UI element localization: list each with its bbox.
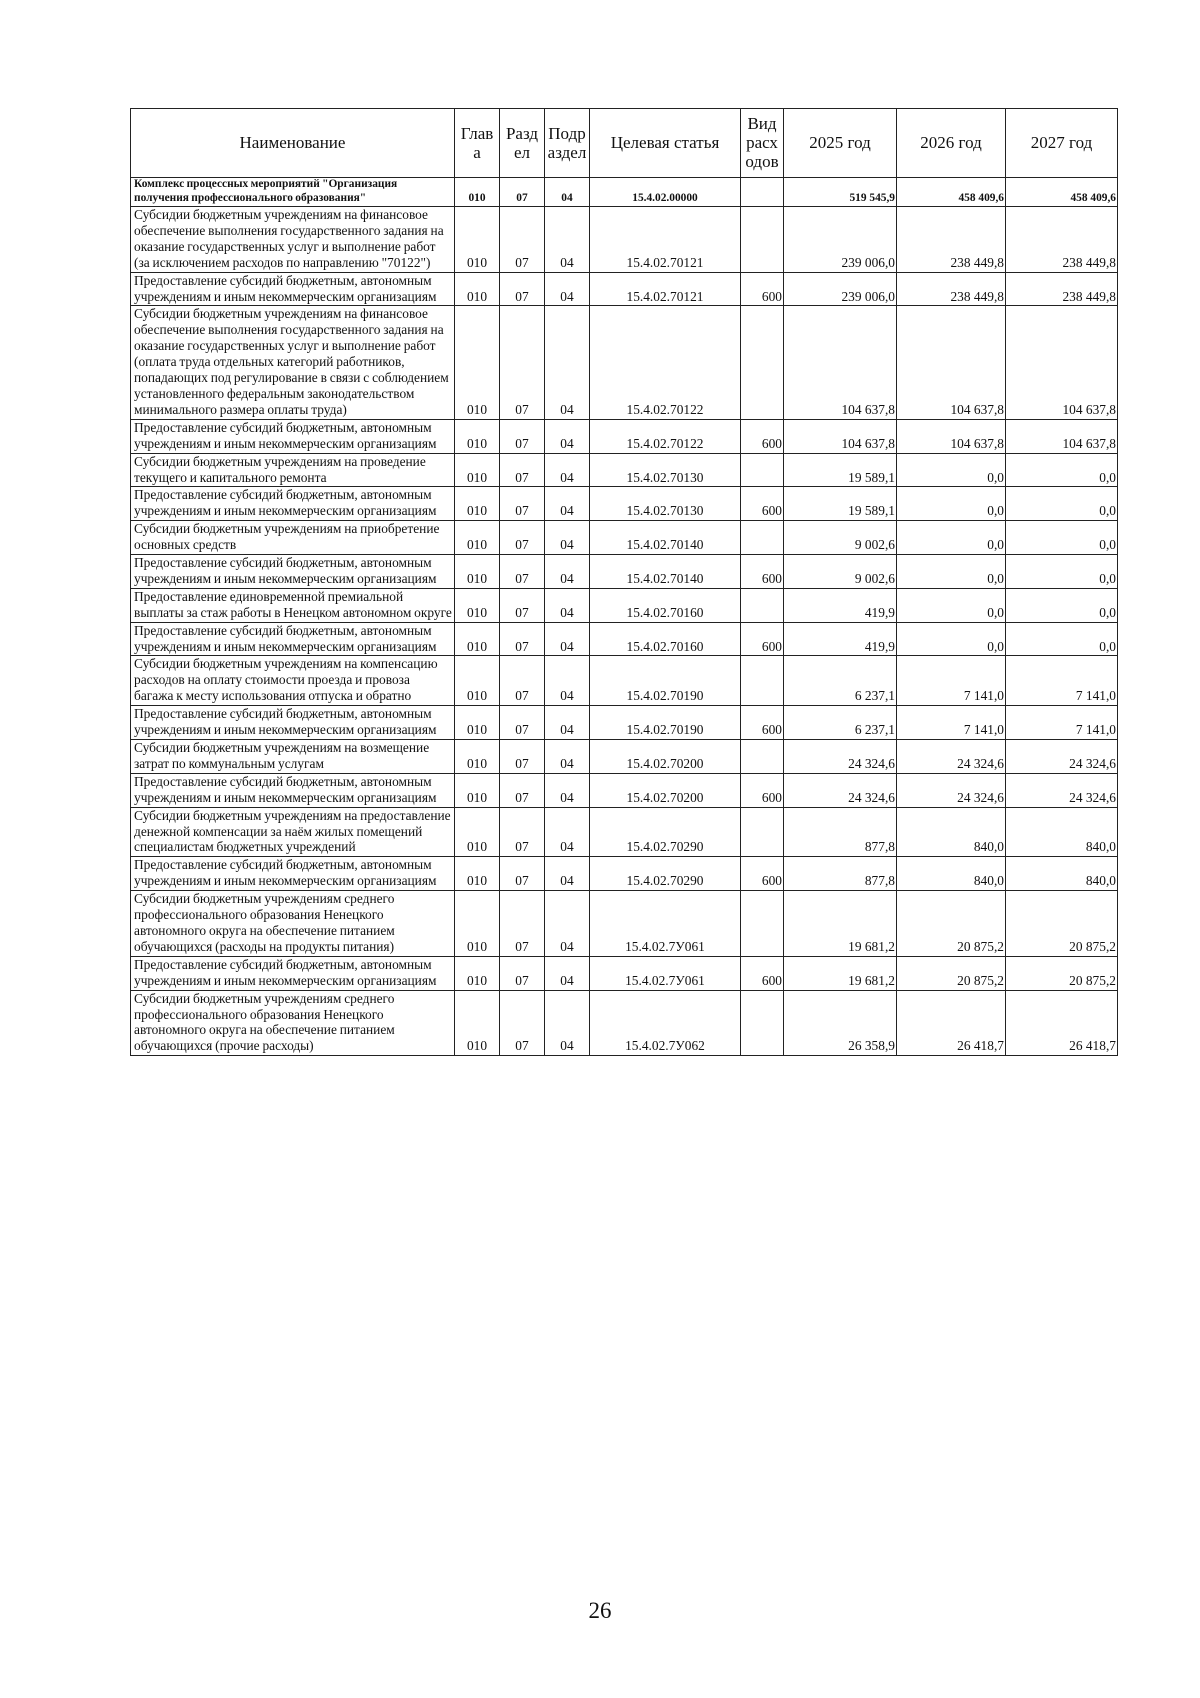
cell-name: Субсидии бюджетным учреждениям на возмещение затрат по коммунальным услугам [131,740,455,774]
table-row [131,207,1118,273]
cell-podrazdel: 04 [545,521,590,555]
cell-expense-type: 600 [741,272,784,306]
cell-article: 15.4.02.00000 [590,178,741,207]
cell-2026: 0,0 [897,487,1006,521]
table-row [131,807,1118,857]
cell-article: 15.4.02.70140 [590,555,741,589]
cell-glava: 010 [455,306,500,419]
cell-podrazdel: 04 [545,656,590,706]
table-row [131,740,1118,774]
cell-podrazdel: 04 [545,555,590,589]
cell-2025: 419,9 [784,588,897,622]
cell-podrazdel: 04 [545,891,590,957]
cell-2025: 9 002,6 [784,555,897,589]
cell-name: Субсидии бюджетным учреждениям на проведение текущего и капитального ремонта [131,453,455,487]
cell-name: Субсидии бюджетным учреждениям среднего профессионального образования Ненецкого автономного округа на обеспечение питанием обучающихся (расходы на продукты питания) [131,891,455,957]
cell-name: Предоставление субсидий бюджетным, автономным учреждениям и иным некоммерческим организациям [131,622,455,656]
cell-podrazdel: 04 [545,807,590,857]
cell-2027: 7 141,0 [1006,656,1118,706]
cell-2027: 238 449,8 [1006,272,1118,306]
cell-glava: 010 [455,272,500,306]
cell-glava: 010 [455,990,500,1056]
cell-article: 15.4.02.70140 [590,521,741,555]
cell-name: Предоставление субсидий бюджетным, автономным учреждениям и иным некоммерческим организациям [131,555,455,589]
cell-article: 15.4.02.70130 [590,487,741,521]
cell-expense-type: 600 [741,773,784,807]
cell-razdel: 07 [500,555,545,589]
cell-razdel: 07 [500,990,545,1056]
cell-2026: 238 449,8 [897,272,1006,306]
table-row [131,487,1118,521]
cell-2025: 19 681,2 [784,891,897,957]
cell-razdel: 07 [500,487,545,521]
cell-2025: 519 545,9 [784,178,897,207]
cell-podrazdel: 04 [545,306,590,419]
col-header-glava: Глав а [455,109,500,178]
cell-expense-type [741,891,784,957]
cell-podrazdel: 04 [545,956,590,990]
cell-article: 15.4.02.70200 [590,773,741,807]
cell-razdel: 07 [500,773,545,807]
cell-glava: 010 [455,419,500,453]
cell-glava: 010 [455,453,500,487]
cell-2026: 238 449,8 [897,207,1006,273]
table-row [131,956,1118,990]
cell-2026: 840,0 [897,807,1006,857]
cell-expense-type [741,453,784,487]
cell-2027: 7 141,0 [1006,706,1118,740]
cell-name: Предоставление единовременной премиальной выплаты за стаж работы в Ненецком автономном округе [131,588,455,622]
cell-2026: 26 418,7 [897,990,1006,1056]
cell-expense-type [741,588,784,622]
cell-razdel: 07 [500,891,545,957]
cell-article: 15.4.02.7У062 [590,990,741,1056]
cell-podrazdel: 04 [545,706,590,740]
col-header-2027: 2027 год [1006,109,1118,178]
cell-article: 15.4.02.70290 [590,807,741,857]
table-row [131,555,1118,589]
cell-2026: 7 141,0 [897,706,1006,740]
cell-expense-type [741,306,784,419]
cell-glava: 010 [455,178,500,207]
cell-2025: 19 681,2 [784,956,897,990]
cell-article: 15.4.02.70122 [590,419,741,453]
cell-article: 15.4.02.70122 [590,306,741,419]
cell-razdel: 07 [500,272,545,306]
cell-article: 15.4.02.70160 [590,588,741,622]
cell-glava: 010 [455,956,500,990]
col-header-expense-type: Вид расх одов [741,109,784,178]
cell-glava: 010 [455,891,500,957]
cell-expense-type [741,521,784,555]
table-row [131,656,1118,706]
cell-article: 15.4.02.7У061 [590,891,741,957]
cell-2027: 458 409,6 [1006,178,1118,207]
cell-2027: 0,0 [1006,622,1118,656]
cell-podrazdel: 04 [545,588,590,622]
cell-2026: 104 637,8 [897,419,1006,453]
cell-podrazdel: 04 [545,207,590,273]
cell-article: 15.4.02.70160 [590,622,741,656]
cell-2025: 877,8 [784,807,897,857]
cell-glava: 010 [455,706,500,740]
table-body [131,178,1118,1056]
cell-razdel: 07 [500,588,545,622]
cell-2026: 0,0 [897,453,1006,487]
col-header-2026: 2026 год [897,109,1006,178]
cell-name: Субсидии бюджетным учреждениям на предоставление денежной компенсации за наём жилых помещений специалистам бюджетных учреждений [131,807,455,857]
cell-expense-type [741,207,784,273]
cell-podrazdel: 04 [545,740,590,774]
cell-expense-type [741,178,784,207]
cell-glava: 010 [455,521,500,555]
cell-razdel: 07 [500,956,545,990]
table-row [131,706,1118,740]
cell-podrazdel: 04 [545,453,590,487]
cell-name: Предоставление субсидий бюджетным, автономным учреждениям и иным некоммерческим организациям [131,272,455,306]
cell-name: Комплекс процессных мероприятий "Организация получения профессионального образования" [131,178,455,207]
cell-2025: 239 006,0 [784,272,897,306]
cell-glava: 010 [455,807,500,857]
cell-2025: 24 324,6 [784,773,897,807]
cell-name: Субсидии бюджетным учреждениям на компенсацию расходов на оплату стоимости проезда и провоза багажа к месту использования отпуска и обратно [131,656,455,706]
cell-2026: 458 409,6 [897,178,1006,207]
page-number: 26 [588,1598,612,1623]
cell-expense-type: 600 [741,956,784,990]
cell-name: Субсидии бюджетным учреждениям на финансовое обеспечение выполнения государственного задания на оказание государственных услуг и выполнение работ (оплата труда отдельных категорий работников, попадающих под регулирование в связи с соблюдением установленного федеральным законодательством минимального размера оплаты труда) [131,306,455,419]
cell-name: Предоставление субсидий бюджетным, автономным учреждениям и иным некоммерческим организациям [131,706,455,740]
cell-glava: 010 [455,588,500,622]
cell-2027: 0,0 [1006,588,1118,622]
budget-table [130,108,1118,1056]
cell-2027: 0,0 [1006,453,1118,487]
cell-2025: 239 006,0 [784,207,897,273]
cell-glava: 010 [455,773,500,807]
cell-podrazdel: 04 [545,178,590,207]
table-row [131,453,1118,487]
col-header-razdel: Разд ел [500,109,545,178]
cell-2025: 26 358,9 [784,990,897,1056]
cell-2027: 840,0 [1006,857,1118,891]
cell-article: 15.4.02.70130 [590,453,741,487]
cell-razdel: 07 [500,419,545,453]
cell-2027: 104 637,8 [1006,306,1118,419]
cell-expense-type: 600 [741,857,784,891]
cell-2026: 20 875,2 [897,891,1006,957]
table-row [131,178,1118,207]
cell-article: 15.4.02.70190 [590,706,741,740]
cell-2027: 238 449,8 [1006,207,1118,273]
cell-2025: 9 002,6 [784,521,897,555]
cell-article: 15.4.02.70121 [590,272,741,306]
cell-article: 15.4.02.70121 [590,207,741,273]
cell-2027: 20 875,2 [1006,956,1118,990]
cell-podrazdel: 04 [545,487,590,521]
col-header-article: Целевая статья [590,109,741,178]
cell-expense-type: 600 [741,487,784,521]
cell-podrazdel: 04 [545,857,590,891]
cell-glava: 010 [455,857,500,891]
table-row [131,272,1118,306]
cell-name: Предоставление субсидий бюджетным, автономным учреждениям и иным некоммерческим организациям [131,956,455,990]
cell-2025: 419,9 [784,622,897,656]
cell-podrazdel: 04 [545,622,590,656]
cell-2027: 26 418,7 [1006,990,1118,1056]
table-row [131,622,1118,656]
cell-podrazdel: 04 [545,990,590,1056]
cell-podrazdel: 04 [545,272,590,306]
cell-glava: 010 [455,656,500,706]
cell-razdel: 07 [500,706,545,740]
table-row [131,857,1118,891]
cell-glava: 010 [455,740,500,774]
table-row [131,521,1118,555]
cell-2027: 104 637,8 [1006,419,1118,453]
cell-expense-type: 600 [741,622,784,656]
cell-razdel: 07 [500,521,545,555]
cell-name: Предоставление субсидий бюджетным, автономным учреждениям и иным некоммерческим организациям [131,487,455,521]
cell-2026: 0,0 [897,555,1006,589]
cell-2025: 6 237,1 [784,706,897,740]
cell-podrazdel: 04 [545,773,590,807]
cell-2025: 24 324,6 [784,740,897,774]
cell-expense-type [741,740,784,774]
cell-razdel: 07 [500,306,545,419]
cell-article: 15.4.02.70290 [590,857,741,891]
cell-2025: 19 589,1 [784,453,897,487]
cell-podrazdel: 04 [545,419,590,453]
col-header-2025: 2025 год [784,109,897,178]
cell-razdel: 07 [500,656,545,706]
cell-glava: 010 [455,555,500,589]
cell-razdel: 07 [500,622,545,656]
cell-2026: 104 637,8 [897,306,1006,419]
cell-2026: 20 875,2 [897,956,1006,990]
cell-glava: 010 [455,487,500,521]
cell-glava: 010 [455,207,500,273]
cell-expense-type: 600 [741,419,784,453]
cell-expense-type: 600 [741,706,784,740]
cell-2026: 7 141,0 [897,656,1006,706]
cell-razdel: 07 [500,807,545,857]
cell-expense-type: 600 [741,555,784,589]
cell-name: Предоставление субсидий бюджетным, автономным учреждениям и иным некоммерческим организациям [131,857,455,891]
cell-2025: 19 589,1 [784,487,897,521]
cell-razdel: 07 [500,207,545,273]
table-row [131,588,1118,622]
cell-glava: 010 [455,622,500,656]
cell-2025: 104 637,8 [784,419,897,453]
col-header-podrazdel: Подр аздел [545,109,590,178]
cell-expense-type [741,807,784,857]
cell-name: Предоставление субсидий бюджетным, автономным учреждениям и иным некоммерческим организациям [131,773,455,807]
cell-name: Субсидии бюджетным учреждениям среднего профессионального образования Ненецкого автономного округа на обеспечение питанием обучающихся (прочие расходы) [131,990,455,1056]
cell-2026: 24 324,6 [897,773,1006,807]
cell-2025: 104 637,8 [784,306,897,419]
cell-2026: 0,0 [897,622,1006,656]
cell-razdel: 07 [500,178,545,207]
cell-2027: 0,0 [1006,487,1118,521]
cell-razdel: 07 [500,740,545,774]
col-header-name: Наименование [131,109,455,178]
cell-expense-type [741,990,784,1056]
table-row [131,306,1118,419]
cell-2026: 0,0 [897,521,1006,555]
table-row [131,990,1118,1056]
table-header-row [131,109,1118,178]
cell-2027: 840,0 [1006,807,1118,857]
cell-2025: 6 237,1 [784,656,897,706]
cell-razdel: 07 [500,453,545,487]
cell-name: Субсидии бюджетным учреждениям на приобретение основных средств [131,521,455,555]
table-row [131,773,1118,807]
cell-article: 15.4.02.7У061 [590,956,741,990]
cell-2025: 877,8 [784,857,897,891]
cell-2027: 24 324,6 [1006,773,1118,807]
table-row [131,891,1118,957]
cell-2027: 0,0 [1006,555,1118,589]
cell-expense-type [741,656,784,706]
cell-razdel: 07 [500,857,545,891]
cell-2027: 24 324,6 [1006,740,1118,774]
cell-2026: 24 324,6 [897,740,1006,774]
cell-article: 15.4.02.70190 [590,656,741,706]
cell-2027: 20 875,2 [1006,891,1118,957]
cell-2027: 0,0 [1006,521,1118,555]
cell-name: Субсидии бюджетным учреждениям на финансовое обеспечение выполнения государственного задания на оказание государственных услуг и выполнение работ (за исключением расходов по направлению "70122") [131,207,455,273]
table-row [131,419,1118,453]
cell-article: 15.4.02.70200 [590,740,741,774]
cell-2026: 840,0 [897,857,1006,891]
cell-2026: 0,0 [897,588,1006,622]
cell-name: Предоставление субсидий бюджетным, автономным учреждениям и иным некоммерческим организациям [131,419,455,453]
